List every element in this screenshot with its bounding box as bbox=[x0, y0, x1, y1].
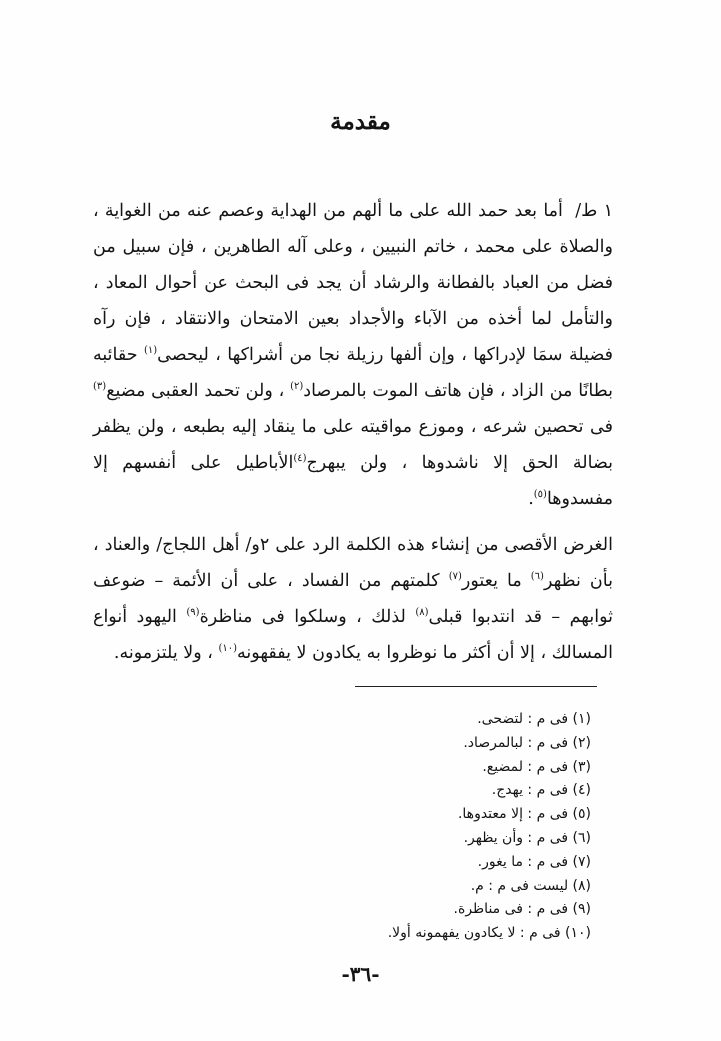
footnote-ref-8: (٨) bbox=[415, 607, 429, 619]
paragraph-1-text-1: أما بعد حمد الله على ما ألهم من الهداية وعصم عنه من الغواية ، والصلاة على محمد ، خاتم النبيين ، وعلى آله الطاهرين ، فإن سبيل من فضل من العباد بالفطانة والرشاد أن يجد فى البحث عن أحوال المعاد ، والتأمل لما أخذه من الآباء والأجداد بعين الامتحان والانتقاد ، فإن رآه فضيلة سمَا لإدراكها ، وإن ألفها رزيلة نجا من أشراكها ، ليحصى bbox=[93, 201, 614, 365]
page-title: مقدمة bbox=[330, 108, 391, 135]
footnote-9: (٩) فى م : فى مناظرة. bbox=[453, 901, 591, 918]
paragraph-2-text-4: لذلك ، وسلكوا فى مناظرة bbox=[199, 607, 416, 627]
footnote-divider bbox=[355, 686, 597, 687]
paragraph-2 bbox=[93, 527, 613, 671]
paragraph-2-text-1: الغرض الأقصى من إنشاء هذه الكلمة الرد على ٢و/ أهل اللجاج/ والعناد ، بأن نظهر bbox=[93, 535, 613, 591]
paragraph-2-text-5: اليهود أنواع المسالك ، إلا أن أكثر ما نوظروا به يكادون لا يفقهونه bbox=[93, 607, 613, 663]
footnote-10: (١٠) فى م : لا يكادون يفهمونه أولا. bbox=[387, 925, 591, 942]
footnote-2: (٢) فى م : لبالمرصاد. bbox=[463, 734, 591, 751]
folio-marker: ١ ط/ bbox=[575, 201, 613, 221]
footnote-1: (١) فى م : لتضحى. bbox=[477, 711, 591, 727]
footnote-8: (٨) ليست فى م : م. bbox=[470, 877, 591, 894]
paragraph-2-text-6: ، ولا يلتزمونه. bbox=[113, 643, 219, 663]
footnote-ref-7: (٧) bbox=[448, 571, 462, 583]
footnote-ref-6: (٦) bbox=[530, 571, 544, 583]
footnote-ref-2: (٢) bbox=[290, 381, 304, 393]
footnote-ref-4: (٤) bbox=[293, 453, 307, 465]
footnote-4: (٤) فى م : يهدج. bbox=[491, 782, 591, 799]
footnote-ref-5: (٥) bbox=[533, 489, 547, 501]
paragraph-1-text-3: ، ولن تحمد العقبى مضيع bbox=[106, 381, 291, 401]
paragraph-1-text-5: الأباطيل على أنفسهم إلا مفسدوها bbox=[93, 453, 613, 509]
footnote-ref-1: (١) bbox=[143, 345, 158, 357]
paragraph-1-text-4: فى تحصين شرعه ، وموزع مواقيته على ما ينقاد إليه بطبعه ، ولن يظفر بضالة الحق إلا ناشدوها ، ولن يبهرج bbox=[93, 417, 613, 473]
paragraph-1-text-2: حقائبه بطانًا من الزاد ، فإن هاتف الموت بالمرصاد bbox=[93, 345, 613, 401]
footnote-6: (٦) فى م : وأن يظهر. bbox=[463, 829, 591, 846]
footnote-ref-3: (٣) bbox=[93, 381, 107, 393]
paragraph-2-text-2: ما يعتور bbox=[461, 571, 531, 591]
footnote-7: (٧) فى م : ما يغور. bbox=[477, 853, 591, 870]
footnote-ref-10: (١٠) bbox=[218, 643, 238, 655]
footnote-3: (٣) فى م : لمضيع. bbox=[482, 758, 591, 775]
footnotes bbox=[171, 708, 591, 946]
footnote-5: (٥) فى م : إلا معتدوها. bbox=[457, 806, 591, 823]
page-number: -٣٦- bbox=[341, 962, 380, 986]
paragraph-1 bbox=[93, 193, 613, 517]
main-text bbox=[93, 193, 613, 671]
paragraph-2-text-3: كلمتهم من الفساد ، على أن الأئمة – ضوعف ثوابهم – قد انتدبوا قبلى bbox=[93, 571, 614, 627]
footnote-ref-9: (٩) bbox=[186, 607, 200, 619]
paragraph-1-text-6: . bbox=[528, 489, 534, 509]
